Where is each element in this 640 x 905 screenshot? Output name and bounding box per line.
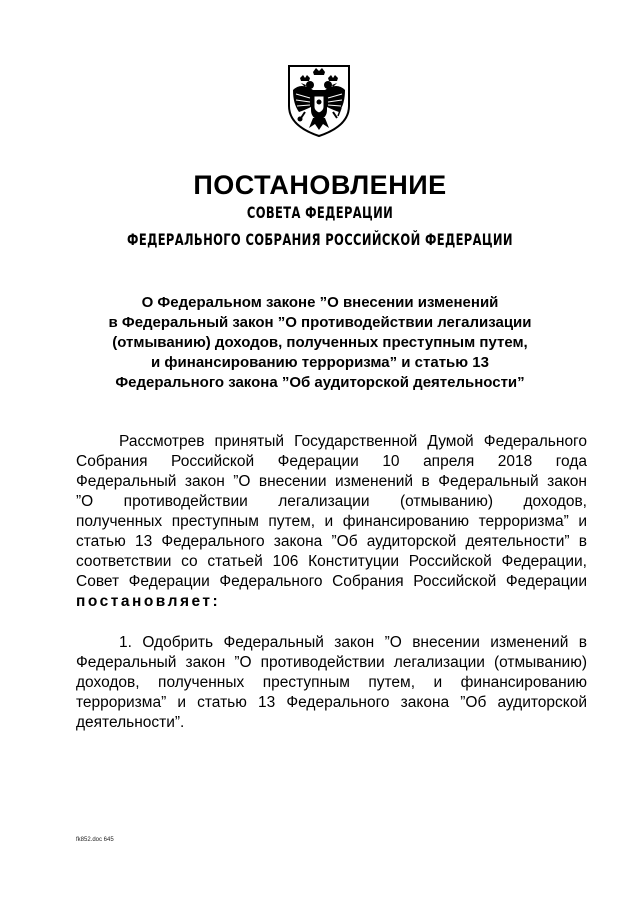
document-title: ПОСТАНОВЛЕНИЕ — [193, 170, 447, 200]
file-code: fk852.doc 645 — [76, 837, 114, 843]
russian-coat-of-arms-icon — [283, 60, 355, 140]
heading-line: Федерального закона ”Об аудиторской деятельности” — [115, 374, 525, 391]
issuer-line-1: СОВЕТА ФЕДЕРАЦИИ — [246, 203, 394, 222]
heading-line: в Федеральный закон ”О противодействии легализации — [108, 314, 532, 331]
paragraph-line: деятельности”. — [76, 714, 185, 731]
heading-line: (отмыванию) доходов, полученных преступным путем, — [112, 334, 528, 351]
paragraph-line: Собрания Российской Федерации 10 апреля 2018 года — [76, 453, 587, 470]
paragraph-line — [76, 592, 587, 612]
paragraph-line: Федеральный закон ”О противодействии легализации (отмыванию) — [76, 654, 587, 671]
resolution-heading — [60, 293, 580, 393]
paragraph-line: статью 13 Федерального закона ”Об аудиторской деятельности” в — [76, 533, 587, 550]
heading-line: О Федеральном законе ”О внесении изменений — [141, 294, 499, 311]
issuer-line-2: ФЕДЕРАЛЬНОГО СОБРАНИЯ РОССИЙСКОЙ ФЕДЕРАЦИИ — [127, 230, 513, 249]
paragraph-line: доходов, полученных преступным путем, и финансированию — [76, 674, 587, 691]
paragraph-item-1 — [76, 633, 587, 733]
paragraph-line: Федеральный закон ”О внесении изменений в Федеральный закон — [76, 473, 587, 490]
paragraph-line: ”О противодействии легализации (отмыванию) доходов, — [76, 493, 587, 510]
heading-line: и финансированию терроризма” и статью 13 — [151, 354, 489, 371]
paragraph-line: Совет Федерации Федерального Собрания Российской Федерации — [76, 573, 587, 590]
paragraph-preamble — [76, 432, 587, 612]
paragraph-line: 1. Одобрить Федеральный закон ”О внесении изменений в — [119, 634, 587, 651]
paragraph-line: соответствии со статьей 106 Конституции Российской Федерации, — [76, 553, 587, 570]
paragraph-line: полученных преступным путем, и финансированию терроризма” и — [76, 513, 587, 530]
paragraph-line: терроризма” и статью 13 Федерального закона ”Об аудиторской — [76, 694, 587, 711]
resolves-keyword: постановляет: — [76, 593, 221, 610]
paragraph-line: Рассмотрев принятый Государственной Думой Федерального — [119, 433, 587, 450]
